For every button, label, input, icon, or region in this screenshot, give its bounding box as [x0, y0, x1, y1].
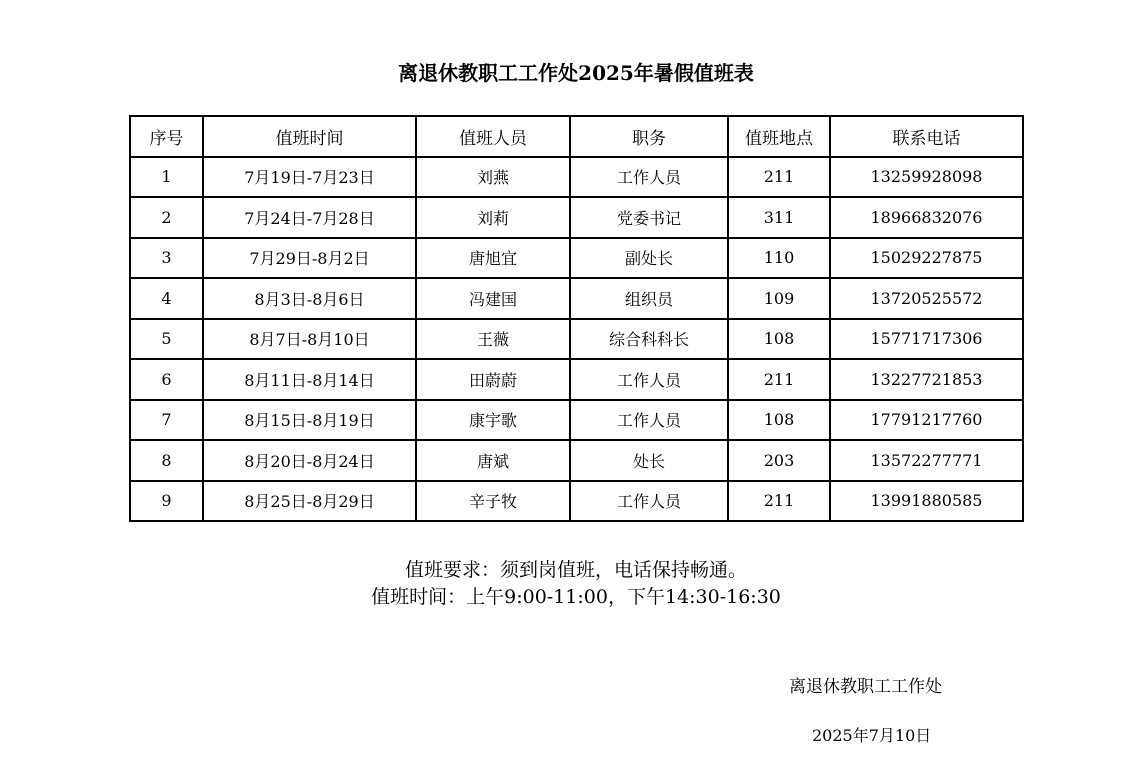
cell-position: 工作人员 [570, 359, 728, 400]
cell-duty-person: 冯建国 [416, 278, 570, 319]
cell-duty-time: 8月15日-8月19日 [203, 400, 416, 441]
table-row [130, 238, 1023, 279]
cell-position: 工作人员 [570, 481, 728, 522]
cell-index: 3 [130, 238, 203, 279]
cell-duty-location: 110 [728, 238, 830, 279]
cell-position: 副处长 [570, 238, 728, 279]
cell-duty-person: 田蔚蔚 [416, 359, 570, 400]
table-row [130, 319, 1023, 360]
cell-index: 7 [130, 400, 203, 441]
cell-phone: 13259928098 [830, 157, 1023, 198]
cell-duty-time: 8月20日-8月24日 [203, 440, 416, 481]
cell-index: 6 [130, 359, 203, 400]
cell-duty-time: 8月25日-8月29日 [203, 481, 416, 522]
cell-duty-person: 王薇 [416, 319, 570, 360]
header-index: 序号 [130, 116, 203, 157]
cell-position: 工作人员 [570, 400, 728, 441]
cell-index: 9 [130, 481, 203, 522]
cell-position: 党委书记 [570, 197, 728, 238]
cell-index: 1 [130, 157, 203, 198]
cell-duty-person: 唐旭宜 [416, 238, 570, 279]
cell-duty-time: 8月3日-8月6日 [203, 278, 416, 319]
cell-duty-time: 7月29日-8月2日 [203, 238, 416, 279]
cell-index: 8 [130, 440, 203, 481]
cell-index: 4 [130, 278, 203, 319]
cell-duty-location: 311 [728, 197, 830, 238]
cell-duty-location: 108 [728, 400, 830, 441]
table-row [130, 278, 1023, 319]
cell-duty-location: 203 [728, 440, 830, 481]
cell-phone: 17791217760 [830, 400, 1023, 441]
cell-duty-person: 刘莉 [416, 197, 570, 238]
duty-hours-note: 值班时间：上午9:00-11:00，下午14:30-16:30 [371, 586, 781, 608]
header-duty-time: 值班时间 [203, 116, 416, 157]
table-row [130, 481, 1023, 522]
header-duty-location: 值班地点 [728, 116, 830, 157]
table-row [130, 197, 1023, 238]
header-position: 职务 [570, 116, 728, 157]
cell-position: 组织员 [570, 278, 728, 319]
cell-phone: 13572277771 [830, 440, 1023, 481]
cell-duty-time: 8月7日-8月10日 [203, 319, 416, 360]
cell-phone: 15771717306 [830, 319, 1023, 360]
cell-phone: 15029227875 [830, 238, 1023, 279]
cell-position: 工作人员 [570, 157, 728, 198]
cell-duty-location: 211 [728, 157, 830, 198]
duty-requirement-note: 值班要求：须到岗值班，电话保持畅通。 [404, 559, 747, 581]
cell-duty-location: 109 [728, 278, 830, 319]
header-duty-person: 值班人员 [416, 116, 570, 157]
table-header-row [130, 116, 1023, 157]
cell-index: 5 [130, 319, 203, 360]
cell-duty-person: 刘燕 [416, 157, 570, 198]
page-title: 离退休教职工工作处2025年暑假值班表 [398, 61, 754, 85]
cell-duty-location: 211 [728, 359, 830, 400]
duty-schedule-table [129, 115, 1024, 522]
issue-date: 2025年7月10日 [812, 726, 932, 745]
cell-phone: 13227721853 [830, 359, 1023, 400]
cell-duty-location: 211 [728, 481, 830, 522]
cell-position: 综合科科长 [570, 319, 728, 360]
cell-duty-person: 辛子牧 [416, 481, 570, 522]
cell-phone: 13720525572 [830, 278, 1023, 319]
cell-duty-person: 康宇歌 [416, 400, 570, 441]
cell-phone: 13991880585 [830, 481, 1023, 522]
cell-phone: 18966832076 [830, 197, 1023, 238]
table-row [130, 400, 1023, 441]
cell-duty-time: 7月19日-7月23日 [203, 157, 416, 198]
table-row [130, 157, 1023, 198]
cell-position: 处长 [570, 440, 728, 481]
cell-index: 2 [130, 197, 203, 238]
cell-duty-location: 108 [728, 319, 830, 360]
header-phone: 联系电话 [830, 116, 1023, 157]
table-row [130, 440, 1023, 481]
cell-duty-time: 8月11日-8月14日 [203, 359, 416, 400]
cell-duty-person: 唐斌 [416, 440, 570, 481]
issuing-organization: 离退休教职工工作处 [789, 677, 942, 697]
cell-duty-time: 7月24日-7月28日 [203, 197, 416, 238]
table-row [130, 359, 1023, 400]
